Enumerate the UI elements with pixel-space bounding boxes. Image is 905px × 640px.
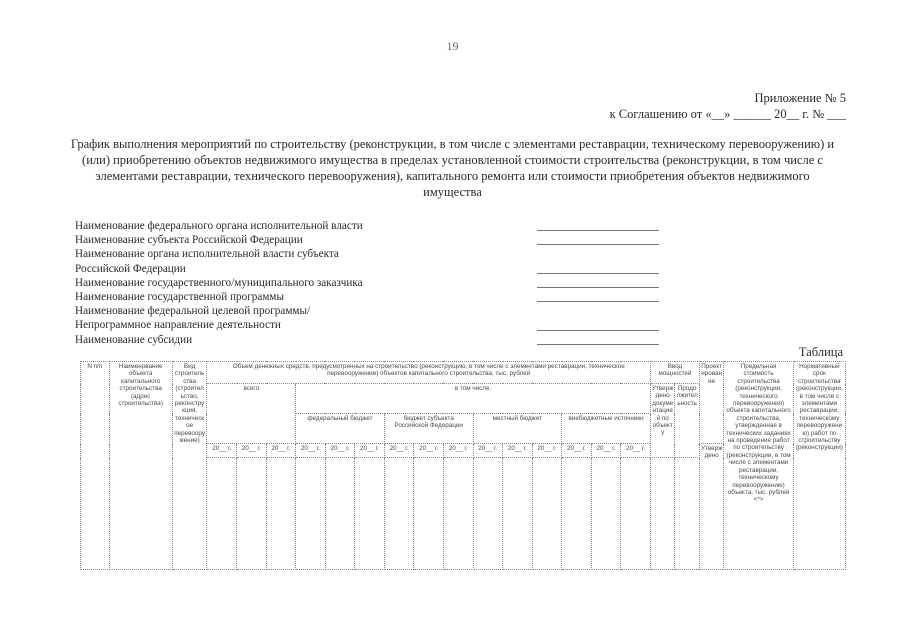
- year-cell: 20__ г.: [562, 444, 592, 458]
- year-cell: 20__ г.: [503, 444, 533, 458]
- year-cell: 20__ г.: [266, 444, 296, 458]
- year-cell: 20__ г.: [414, 444, 444, 458]
- field-regional-authority-cont: Российской Федерации: [75, 262, 675, 276]
- header-limit-cost: Предельная стоимость строительства (реконструкции, технического перевооружения) объекта капитального строительства, утвержденная в технических заданиях на проведение работ по строительству (реконструкции, в том числе с элементами реставрации, техническому перевооружению) объекта, тыс. рублей <*>: [724, 362, 793, 570]
- header-num: N п/п: [81, 362, 110, 570]
- year-cell: 20__ г.: [443, 444, 473, 458]
- header-norm-cost: Нормативный срок строительства (реконструкции, в том числе с элементами реставрации, техническому перевооружению) работ по строительству (реконструкции): [793, 362, 845, 570]
- field-customer: Наименование государственного/муниципального заказчика: [75, 276, 675, 290]
- header-funding: Объем денежных средств, предусмотренных на строительство (реконструкцию, в том числе с элементами реставрации, техническое перевооружение) объектов капитального строительства, тыс. рублей: [207, 362, 651, 384]
- header-object-name: Наименование объекта капитального строительства (адрес строительства): [109, 362, 172, 570]
- header-including: в том числе:: [296, 384, 651, 414]
- fill-line[interactable]: [537, 287, 659, 288]
- field-nonprogram: Непрограммное направление деятельности: [75, 318, 675, 332]
- field-list: [75, 219, 675, 347]
- fill-line[interactable]: [537, 230, 659, 231]
- year-cell: 20__ г.: [296, 444, 326, 458]
- year-cell: 20__ г.: [384, 444, 414, 458]
- header-design: Проектирование: [699, 362, 723, 444]
- fill-line[interactable]: [537, 301, 659, 302]
- year-cell: 20__ г.: [591, 444, 621, 458]
- document-title: График выполнения мероприятий по строительству (реконструкции, в том числе с элементами реставрации, техническому перевооружению) и (или) приобретению объектов недвижимого имущества в пределах установленной стоимости строительства (реконструкции, в том числе с элементами реставрации, технического перевооружения), капитального ремонта или стоимости приобретения объектов недвижимого имущества: [70, 137, 835, 199]
- year-cell: 20__ г.: [621, 444, 651, 458]
- field-regional-authority: Наименование органа исполнительной власти субъекта: [75, 248, 339, 261]
- header-local: местный бюджет: [473, 414, 562, 444]
- table-label: Таблица: [798, 345, 843, 359]
- year-cell: 20__ г.: [325, 444, 355, 458]
- fill-line[interactable]: [537, 244, 659, 245]
- field-region: Наименование субъекта Российской Федерации: [75, 233, 675, 247]
- agreement-reference: к Соглашению от «__» ______ 20__ г. № ___: [609, 107, 846, 121]
- header-construction-type: Вид строительства (строительство, реконструкция, техническое перевооружение): [172, 362, 207, 570]
- year-cell: 20__ г.: [207, 444, 237, 458]
- header-capacity-approved: Утверждено документацией по объекту: [650, 384, 674, 458]
- year-cell: 20__ г.: [532, 444, 562, 458]
- header-regional: бюджет субъекта Российской Федерации: [384, 414, 473, 444]
- header-offbudget: внебюджетные источники: [562, 414, 651, 444]
- year-cell: 20__ г.: [473, 444, 503, 458]
- header-total: всего: [207, 384, 296, 444]
- header-capacity-plan: Продолжительность: [675, 384, 699, 458]
- header-capacity: Ввод мощностей: [650, 362, 699, 384]
- field-subsidy: Наименование субсидии: [75, 333, 675, 347]
- fill-line[interactable]: [537, 344, 659, 345]
- field-target-program: Наименование федеральной целевой программы/: [75, 305, 311, 318]
- header-design-approved: Утверждено: [699, 444, 723, 570]
- field-state-program: Наименование государственной программы: [75, 290, 675, 304]
- page-number: 19: [446, 39, 459, 53]
- header-federal: федеральный бюджет: [296, 414, 385, 444]
- year-cell: 20__ г.: [355, 444, 385, 458]
- schedule-table: [80, 361, 846, 570]
- fill-line[interactable]: [537, 330, 659, 331]
- fill-line[interactable]: [537, 273, 659, 274]
- annex-number: Приложение № 5: [754, 91, 846, 105]
- year-cell: 20__ г.: [237, 444, 267, 458]
- field-federal-authority: Наименование федерального органа исполнительной власти: [75, 219, 675, 233]
